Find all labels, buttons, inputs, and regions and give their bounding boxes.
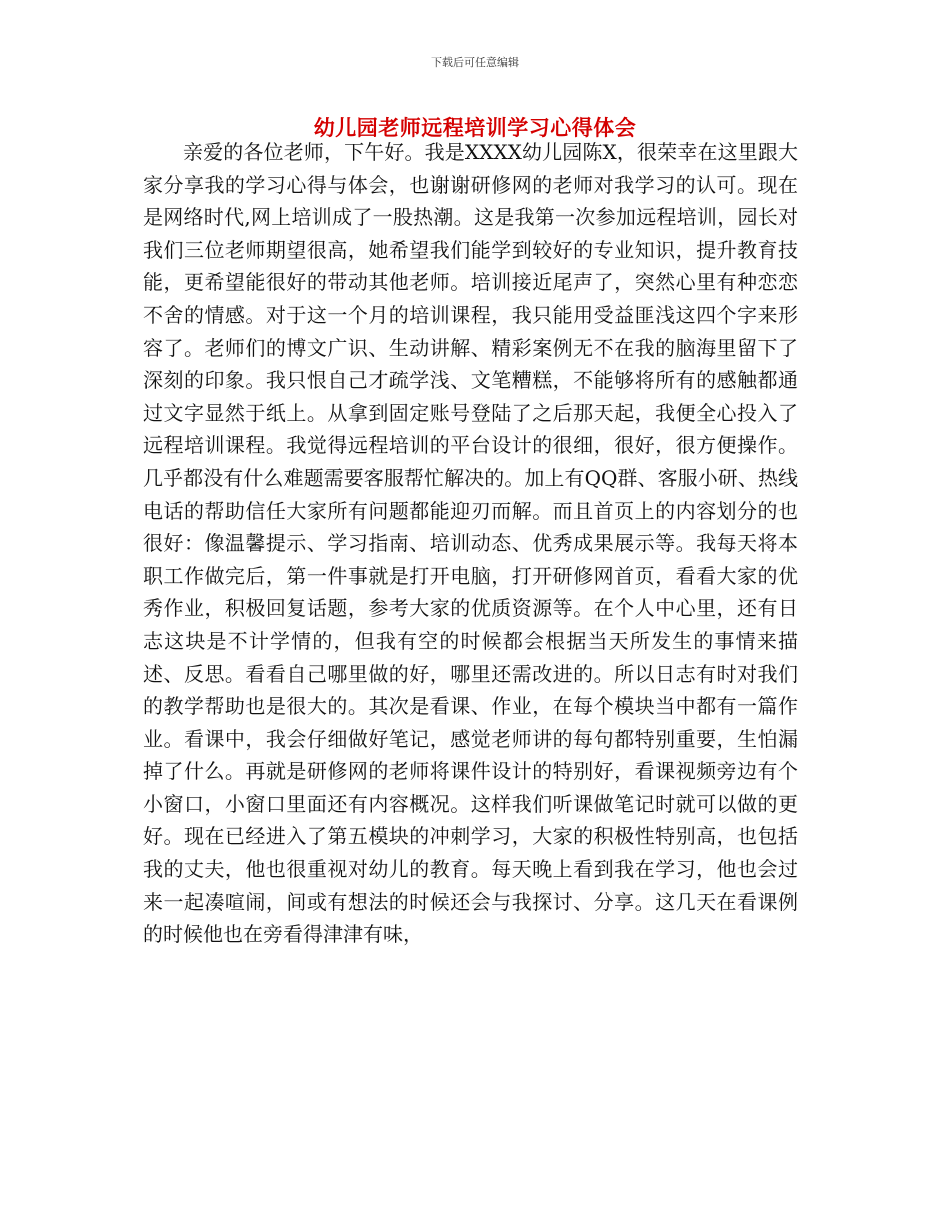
header-note: 下载后可任意编辑 — [431, 56, 519, 69]
document-title: 幼儿园老师远程培训学习心得体会 — [313, 115, 637, 140]
body-paragraph: 亲爱的各位老师，下午好。我是XXXX幼儿园陈X，很荣幸在这里跟大家分享我的学习心得与体会，也谢谢研修网的老师对我学习的认可。现在是网络时代,网上培训成了一股热潮。这是我第一次参加远程培训，园长对我们三位老师期望很高，她希望我们能学到较好的专业知识，提升教育技能，更希望能很好的带动其他老师。培训接近尾声了，突然心里有种恋恋不舍的情感。对于这一个月的培训课程，我只能用受益匪浅这四个字来形容了。老师们的博文广识、生动讲解、精彩案例无不在我的脑海里留下了深刻的印象。我只恨自己才疏学浅、文笔糟糕，不能够将所有的感触都通过文字显然于纸上。从拿到固定账号登陆了之后那天起，我便全心投入了远程培训课程。我觉得远程培训的平台设计的很细，很好，很方便操作。几乎都没有什么难题需要客服帮忙解决的。加上有QQ群、客服小研、热线电话的帮助信任大家所有问题都能迎刃而解。而且首页上的内容划分的也很好：像温馨提示、学习指南、培训动态、优秀成果展示等。我每天将本职工作做完后，第一件事就是打开电脑，打开研修网首页，看看大家的优秀作业，积极回复话题，参考大家的优质资源等。在个人中心里，还有日志这块是不计学情的，但我有空的时候都会根据当天所发生的事情来描述、反思。看看自己哪里做的好，哪里还需改进的。所以日志有时对我们的教学帮助也是很大的。其次是看课、作业，在每个模块当中都有一篇作业。看课中，我会仔细做好笔记，感觉老师讲的每句都特别重要，生怕漏掉了什么。再就是研修网的老师将课件设计的特别好，看课视频旁边有个小窗口，小窗口里面还有内容概况。这样我们听课做笔记时就可以做的更好。现在已经进入了第五模块的冲刺学习，大家的积极性特别高，也包括我的丈夫，他也很重视对幼儿的教育。每天晚上看到我在学习，他也会过来一起凑喧闹，间或有想法的时候还会与我探讨、分享。这几天在看课例的时候他也在旁看得津津有味， — [143, 140, 798, 947]
